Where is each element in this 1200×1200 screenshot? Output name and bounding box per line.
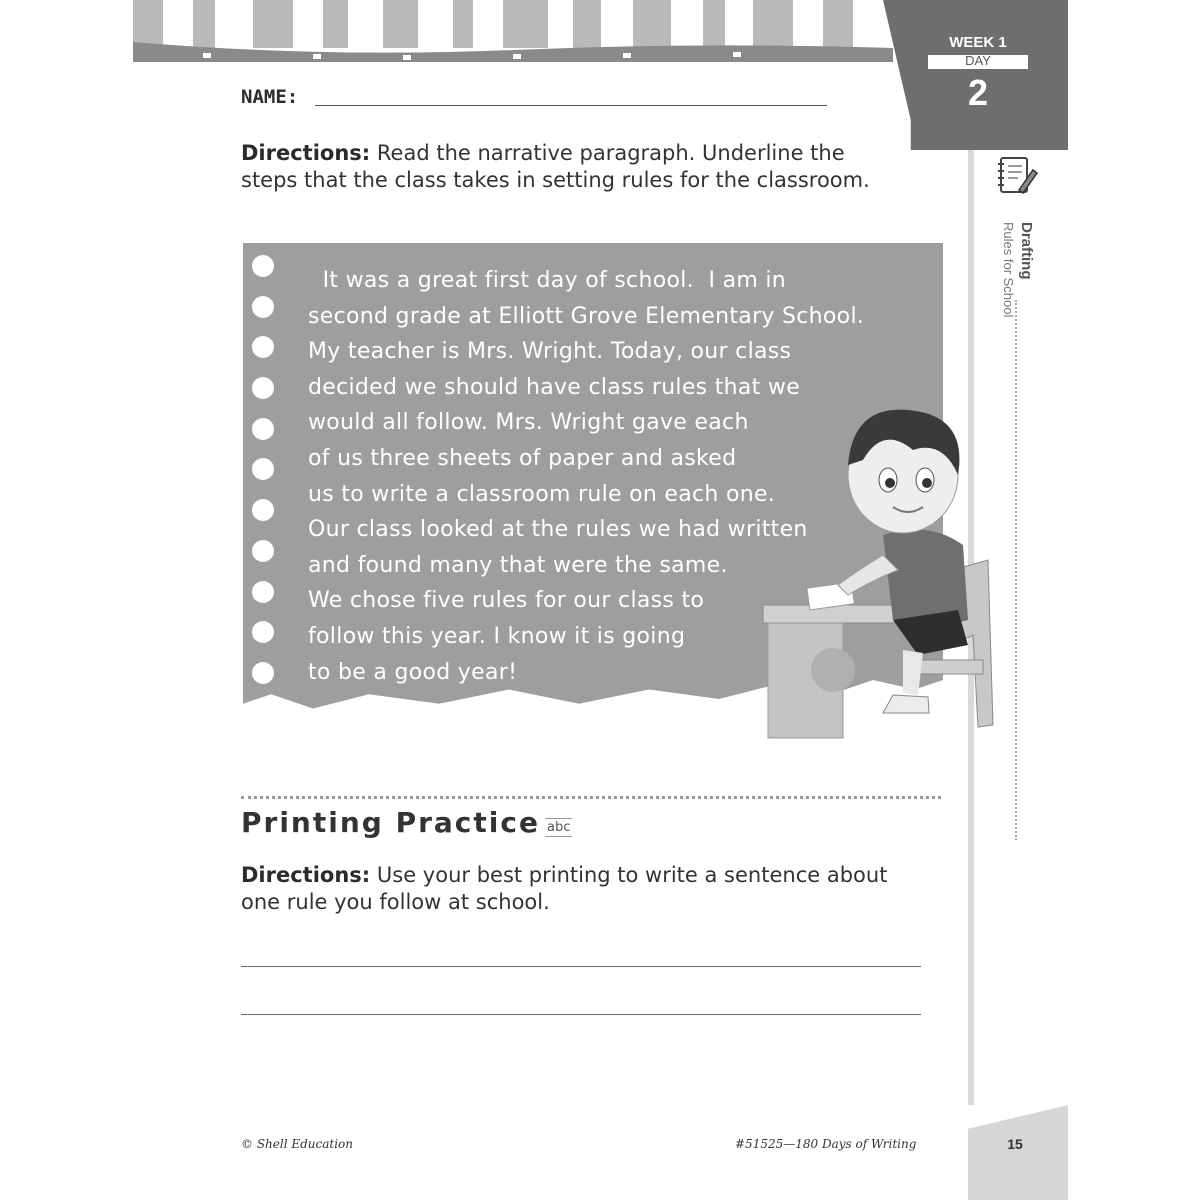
worksheet-page [133, 0, 1068, 1200]
day-number: 2 [967, 72, 989, 113]
footer-copyright: © Shell Education [241, 1137, 354, 1151]
side-dotted-line [1015, 300, 1017, 840]
binder-hole [252, 540, 274, 562]
boy-at-desk-illustration [753, 395, 998, 740]
story-line[interactable]: My teacher is Mrs. Wright. Today, our class [308, 339, 792, 365]
binder-holes [252, 255, 276, 703]
story-line[interactable]: and found many that were the same. [308, 552, 728, 578]
story-line[interactable]: second grade at Elliott Grove Elementary School. [308, 303, 865, 329]
binder-hole [252, 581, 274, 603]
abc-icon: abc [547, 820, 571, 835]
story-line[interactable]: Our class looked at the rules we had written [308, 517, 808, 543]
binder-hole [252, 377, 274, 399]
story-line[interactable]: of us three sheets of paper and asked [308, 445, 737, 471]
story-line[interactable]: would all follow. Mrs. Wright gave each [308, 410, 749, 436]
section-divider [241, 796, 941, 799]
directions-reading [241, 140, 901, 194]
name-field[interactable] [315, 105, 827, 106]
footer-book-title: #51525—180 Days of Writing [735, 1137, 917, 1151]
subsection-label: Rules for School [1001, 222, 1016, 318]
binder-hole [252, 336, 274, 358]
directions-label: Directions: [241, 863, 371, 887]
story-line[interactable]: follow this year. I know it is going [308, 623, 686, 649]
story-line[interactable]: It was a great first day of school. I am in [308, 268, 787, 293]
name-label: NAME: [241, 86, 299, 108]
notebook-pencil-icon [993, 152, 1041, 200]
writing-line[interactable] [241, 1014, 921, 1015]
striped-banner [133, 0, 893, 62]
binder-hole [252, 662, 274, 684]
page-number-tab [968, 1105, 1068, 1200]
writing-line[interactable] [241, 966, 921, 967]
binder-hole [252, 499, 274, 521]
binder-hole [252, 418, 274, 440]
story-line[interactable]: to be a good year! [308, 659, 518, 685]
week-label: WEEK 1 [949, 34, 1007, 51]
side-label [1001, 222, 1035, 317]
directions-text: Read the narrative paragraph. Underline the steps that the class takes in setting rules for the classroom. [241, 141, 870, 192]
day-label: DAY [965, 53, 991, 68]
page-number: 15 [1007, 1136, 1023, 1152]
binder-hole [252, 458, 274, 480]
directions-text: Use your best printing to write a sentence about one rule you follow at school. [241, 863, 888, 914]
binder-hole [252, 255, 274, 277]
binder-hole [252, 296, 274, 318]
directions-printing [241, 862, 921, 916]
directions-label: Directions: [241, 141, 371, 165]
story-line[interactable]: We chose five rules for our class to [308, 588, 705, 614]
story-line[interactable]: decided we should have class rules that we [308, 374, 801, 400]
printing-practice-title: Printing Practice [241, 806, 540, 839]
section-label: Drafting [1018, 222, 1035, 280]
binder-hole [252, 621, 274, 643]
story-line[interactable]: us to write a classroom rule on each one. [308, 481, 776, 507]
